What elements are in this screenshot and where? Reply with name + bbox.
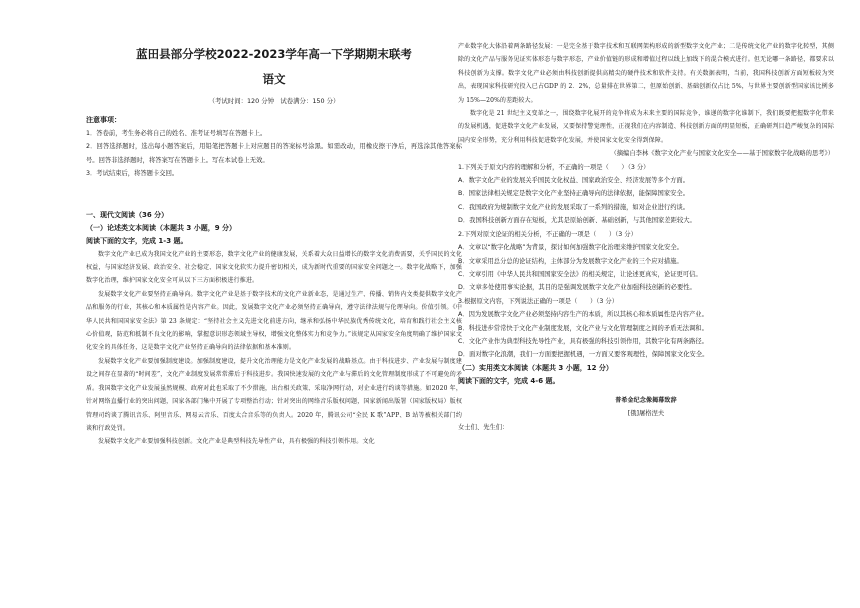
speech-title: 普希金纪念像揭幕致辞 [615, 396, 677, 404]
left-column [86, 40, 462, 449]
reading-instruction: 阅读下面的文字，完成 4-6 题。 [458, 376, 560, 385]
exam-title: 蓝田县部分学校2022-2023学年高一下学期期末联考 [136, 47, 412, 61]
exam-info: （考试时间：120 分钟 试卷满分：150 分） [208, 97, 340, 105]
note-item: 1．答卷前，考生务必将自己的姓名、准考证号填写在答题卡上。 [86, 130, 267, 137]
question-3 [458, 295, 834, 362]
passage-paragraph: 数字化是 21 世纪主义变革之一，围绕数字化展开的竞争将成为未来主要的国际竞争，谁递的数字化谁制下，我们既要把握数字化带来的发展机遇，促进数字文化产业发展，又要保持警觉理性，正视我们在内容制造、科技创新方面的明显短板，正确研判目趋严峻复杂的国际国内安全形势，充分利用科技促进数字化发展，并使国家文化安全得到保障。 [458, 110, 834, 144]
passage-paragraph: 发展数字文化产业要加强制度建设。加强制度建设，提升文化治理能力是文化产业发展的战略基点。由于科技进步、产业发展与制度建设之间存在显著的“时间差”，文化产业制度发展常常滞后于科技进步。我国快速发展的文化产业与滞后的文化管理制度形成了不可避免的矛盾。我国数字文化产业发展虽然规模、政府对此也采取了不少措施，出台相关政策、采取净网行动，对企业进行约谈等措施。如2020 年，针对网络直播行业的突出问题，国家各部门集中开展了专项整治行动；针对突出的网络音乐版权问题，国家新闻出版署（国家版权局）版权管理司约谈了腾讯音乐、阿里音乐、网易云音乐、百度太合音乐等的负责人。2020 年，腾讯公司“全民 K 歌”APP、B 站等被相关部门约谈和行政处罚。 [86, 357, 462, 432]
question-1 [458, 161, 834, 228]
speech-greeting: 女士们、先生们： [458, 423, 509, 431]
question-option: A．数字文化产业的发展关乎国民文化权益、国家政治安全、经济发展等多个方面。 [458, 177, 689, 185]
subsection-heading: （二）实用类文本阅读（本题共 3 小题，12 分） [458, 363, 613, 372]
question-option: D．文章多处使用事实论据，其目的是强调发展数字文化产业加强科技创新的必要性。 [458, 284, 696, 292]
section-heading: 一、现代文阅读（36 分） [86, 210, 169, 219]
notes-heading: 注意事项： [86, 116, 121, 124]
question-option: C．我国政府为规制数字文化产业的发展采取了一系列的措施，如对企业进行约谈。 [458, 203, 690, 211]
question-option: D．我国科技创新方面存在短板，尤其是原始创新、基础创新，与其他国家差距较大。 [458, 217, 696, 225]
question-stem: 3.根据原文内容，下列说法正确的一项是（ ）（3 分） [458, 297, 618, 305]
question-option: B．文章采用总分总的论证结构，主体部分为发展数字文化产业的三个应对措施。 [458, 257, 683, 265]
notes-section [86, 114, 462, 181]
passage-paragraph: 发展数字文化产业要坚持正确导向。数字文化产业是基于数字技术的文化产业新业态，是通过生产、传播、销售内文类提供数字文化产品和服务的行业，其核心和本质属性是内容产业。因此，发展数字文化产业必须坚持正确导向，遵守法律法规与伦理导向。价值引领。《中华人民共和国国家安全法》第 23 条规定：“坚持社会主义先进文化前进方向，继承和弘扬中华民族优秀传统文化，培育和践行社会主义核心价值观，防范和抵制不良文化的影响，掌握意识形态领域主导权，增强文化整体实力和竞争力。”该规定从国家安全角度明确了维护国家文化安全的具体任务，这是数字文化产业坚持正确导向的法律依据和基本准则。 [86, 290, 462, 352]
right-column [458, 40, 834, 434]
subsection-heading: （一）论述类文本阅读（本题共 3 小题，9 分） [86, 223, 237, 232]
speech-author: [俄]屠格涅夫 [627, 410, 665, 418]
note-item: 2．回答选择题时，选出每小题答案后，用铅笔把答题卡上对应题目的答案标号涂黑。如需改动，用橡皮擦干净后，再选涂其他答案标号。回答非选择题时，将答案写在答题卡上。写在本试卷上无效。 [86, 143, 462, 164]
reading-instruction: 阅读下面的文字，完成 1-3 题。 [86, 236, 188, 245]
note-item: 3．考试结束后，将答题卡交回。 [86, 170, 179, 178]
excerpt-source: （摘编自李林《数字文化产业与国家文化安全——基于国家数字化战略的思考》） [610, 150, 834, 158]
section-1 [86, 209, 462, 449]
question-stem: 1.下列关于原文内容的理解和分析，不正确的一项是（ ）（3 分） [458, 163, 650, 171]
question-2 [458, 228, 834, 295]
question-stem: 2.下列对原文论证的相关分析，不正确的一项是（ ）（3 分） [458, 230, 637, 238]
question-option: B．科技进步常常快于文化产业制度发展，文化产业与文化管理制度之间的矛盾无法调和。 [458, 324, 708, 332]
question-option: A．因为发展数字文化产业必须坚持内容生产的本质，所以其核心和本质属性是内容产业。 [458, 311, 708, 319]
passage-paragraph: 发展数字文化产业要加强科技创新。文化产业是典型科技先导性产业，具有极强的科技引领作用。文化 [98, 438, 375, 446]
passage-paragraph: 数字文化产业已成为我国文化产业的主要形态，数字文化产业的健康发展，关系着大众日益增长的数字文化消费需要，关乎国民的文化权益，与国家经济发展、政治安全、社会稳定、国家文化软实力提升密切相关，成为新时代重要的国家安全问题之一。数字化战略下，加强数字化治理，维护国家文化安全可从以下三方面积极进行推进。 [86, 250, 462, 285]
question-option: B．国家法律相关规定是数字文化产业坚持正确导向的法律依据，能保障国家安全。 [458, 190, 690, 198]
question-option: D．面对数字化浪潮，我们一方面要把握机遇，一方面又要客观理性，保障国家文化安全。 [458, 351, 709, 359]
question-option: A．文章以“数字化战略”为背景，探讨如何加强数字化治理来维护国家文化安全。 [458, 244, 683, 252]
exam-subject: 语文 [262, 72, 286, 86]
question-option: C．文章引用《中华人民共和国国家安全法》的相关规定，让论述更真实，论证更可信。 [458, 270, 702, 278]
passage-paragraph: 产业数字化大体沿着两条路径发展：一是完全基于数字技术和互联网架构形成的新型数字文化产业；二是传统文化产业的数字化转型，其侧除的文化产品与服务见证实体形态与数字形态，产业价值链的形成和增值过程以线上加线下的混合模式进行。但无论哪一条路径，都要求以科技创新为支撑。数字文化产业必须由科技创新提供高精尖的硬件技术和软件支持。有关数据表明，当前，我国科技创新方面短板较为突出，表现国家科技研究投入已占GDP 的 2．2%，总量排在世界第二，但原始创新、基础创新仅占比 5%，与世界主要创新型国家该比例多为 15%—20%的差距较大。 [458, 43, 834, 104]
question-option: C．文化产业作为典型科技先导性产业，具有极强的科技引领作用，其数字化有两条路径。 [458, 337, 708, 345]
